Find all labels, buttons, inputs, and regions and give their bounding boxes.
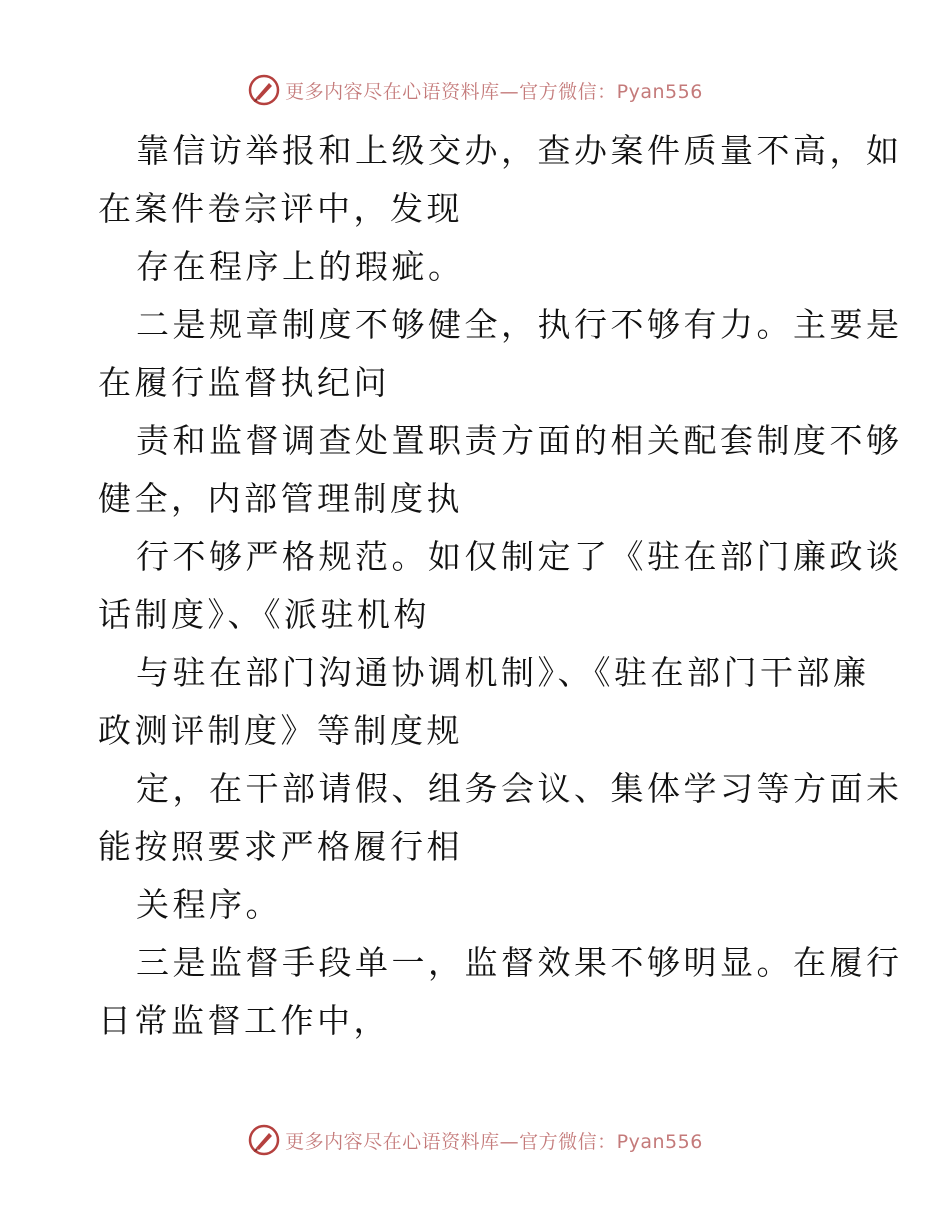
body-text-line: 在案件卷宗评中，发现 <box>98 189 463 228</box>
body-text-line: 与驻在部门沟通协调机制》、《驻在部门干部廉 <box>136 653 870 692</box>
body-text-line: 责和监督调查处置职责方面的相关配套制度不够 <box>136 421 903 460</box>
footer-banner-text: 更多内容尽在心语资料库—官方微信：Pyan556 <box>285 1130 703 1153</box>
body-text-line: 话制度》、《派驻机构 <box>98 595 430 634</box>
body-text-line: 行不够严格规范。如仅制定了《驻在部门廉政谈 <box>136 537 903 576</box>
body-text-line: 二是规章制度不够健全，执行不够有力。主要是 <box>136 305 903 344</box>
document-body <box>98 122 903 1050</box>
body-text-line: 在履行监督执纪问 <box>98 363 390 402</box>
body-text-line: 健全，内部管理制度执 <box>98 479 463 518</box>
header-banner <box>0 70 950 110</box>
body-text-line: 能按照要求严格履行相 <box>98 827 463 866</box>
body-text-line: 存在程序上的瑕疵。 <box>136 247 465 286</box>
body-text-line: 关程序。 <box>136 885 282 924</box>
body-text-line: 政测评制度》等制度规 <box>98 711 463 750</box>
pen-seal-logo-icon <box>247 1123 281 1157</box>
header-banner-text: 更多内容尽在心语资料库—官方微信：Pyan556 <box>285 80 703 103</box>
body-text-line: 靠信访举报和上级交办，查办案件质量不高，如 <box>136 131 903 170</box>
body-text-line: 三是监督手段单一，监督效果不够明显。在履行 <box>136 943 903 982</box>
footer-banner <box>0 1120 950 1160</box>
pen-seal-logo-icon <box>247 73 281 107</box>
body-text-line: 日常监督工作中， <box>98 1001 390 1040</box>
body-text-line: 定，在干部请假、组务会议、集体学习等方面未 <box>136 769 903 808</box>
